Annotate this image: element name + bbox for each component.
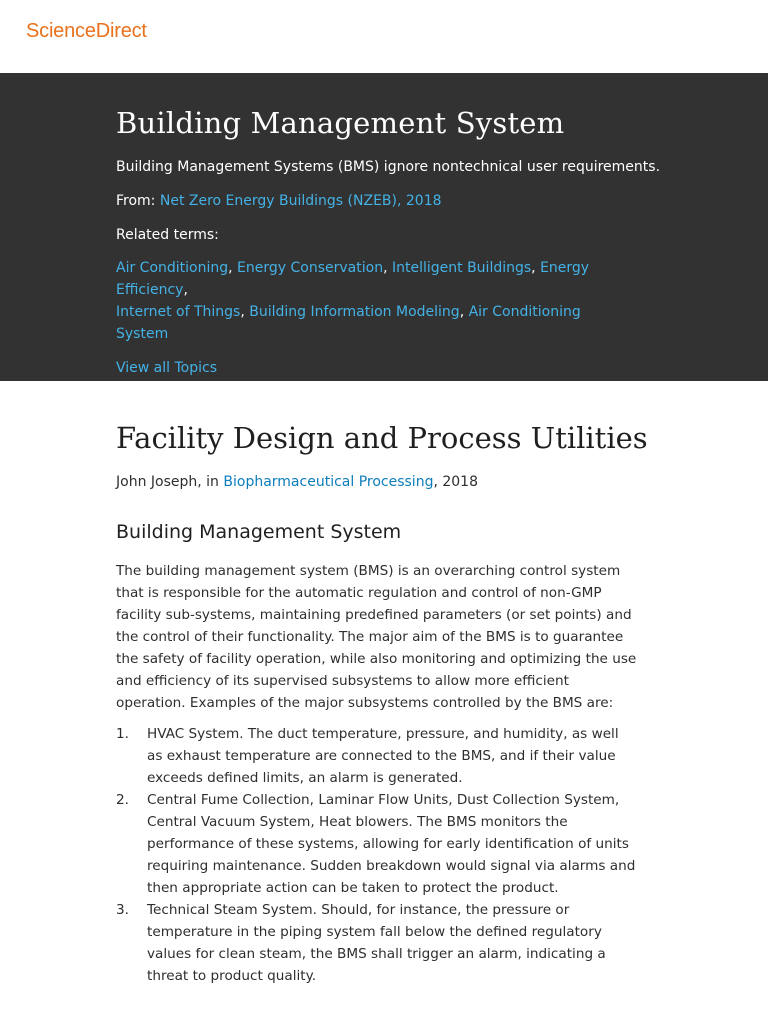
related-term-link[interactable]: Energy Efficiency [116, 260, 590, 298]
list-item-text: HVAC System. The duct temperature, pressure, and humidity, as well as exhaust temperature are connected to the BMS, and if their value exceeds defined limits, an alarm is generated. [147, 726, 619, 786]
sciencedirect-logo[interactable]: ScienceDirect [26, 20, 147, 42]
list-number: 2. [116, 792, 129, 808]
source-book-link[interactable]: Net Zero Energy Buildings (NZEB), 2018 [159, 193, 442, 209]
related-term-link[interactable]: Building Information Modeling [249, 304, 460, 320]
related-terms-list: Air Conditioning, Energy Conservation, Intelligent Buildings, Energy Efficiency, Internet of Things, Building Information Modeling, Air Conditioning System [116, 260, 590, 342]
top-bar [0, 0, 768, 73]
topic-hero [0, 73, 768, 381]
related-term-link[interactable]: Air Conditioning [116, 260, 229, 276]
book-title-link[interactable]: Biopharmaceutical Processing [223, 474, 434, 490]
list-item [116, 789, 638, 899]
subsystem-list [116, 723, 638, 987]
list-item-text: Technical Steam System. Should, for instance, the pressure or temperature in the piping system fall below the defined regulatory values for clean steam, the BMS shall trigger an alarm, indicating a threat to product quality. [147, 902, 606, 984]
related-term-link[interactable]: Air Conditioning System [116, 304, 581, 342]
article-title: Facility Design and Process Utilities [116, 421, 648, 455]
list-item [116, 723, 638, 789]
related-term-link[interactable]: Energy Conservation [237, 260, 384, 276]
from-label: From: [116, 193, 156, 209]
list-item-text: Central Fume Collection, Laminar Flow Units, Dust Collection System, Central Vacuum System, Heat blowers. The BMS monitors the performance of these systems, allowing for early identification of units requiring maintenance. Sudden breakdown would signal via alarms and then appropriate action can be taken to protect the product. [147, 792, 636, 896]
section-heading: Building Management System [116, 521, 402, 543]
list-number: 3. [116, 902, 129, 918]
topic-summary: Building Management Systems (BMS) ignore nontechnical user requirements. [116, 159, 661, 175]
author-name: John Joseph [116, 474, 198, 490]
view-all-topics-link[interactable]: View all Topics [116, 360, 217, 376]
list-item [116, 899, 638, 987]
related-term-link[interactable]: Intelligent Buildings [391, 260, 532, 276]
list-number: 1. [116, 726, 129, 742]
related-term-link[interactable]: Internet of Things [116, 304, 241, 320]
intro-paragraph: The building management system (BMS) is an overarching control system that is responsible for the automatic regulation and control of non-GMP facility sub-systems, maintaining predefined parameters (or set points) and the control of their functionality. The major aim of the BMS is to guarantee the safety of facility operation, while also monitoring and optimizing the use and efficiency of its supervised subsystems to allow more efficient operation. Examples of the major subsystems controlled by the BMS are: [116, 563, 637, 711]
topic-title: Building Management System [116, 106, 565, 140]
article-content [0, 381, 768, 987]
topic-source [116, 190, 768, 212]
related-terms-label: Related terms: [116, 227, 219, 243]
article-byline: John Joseph, in Biopharmaceutical Processing, 2018 [116, 474, 478, 490]
